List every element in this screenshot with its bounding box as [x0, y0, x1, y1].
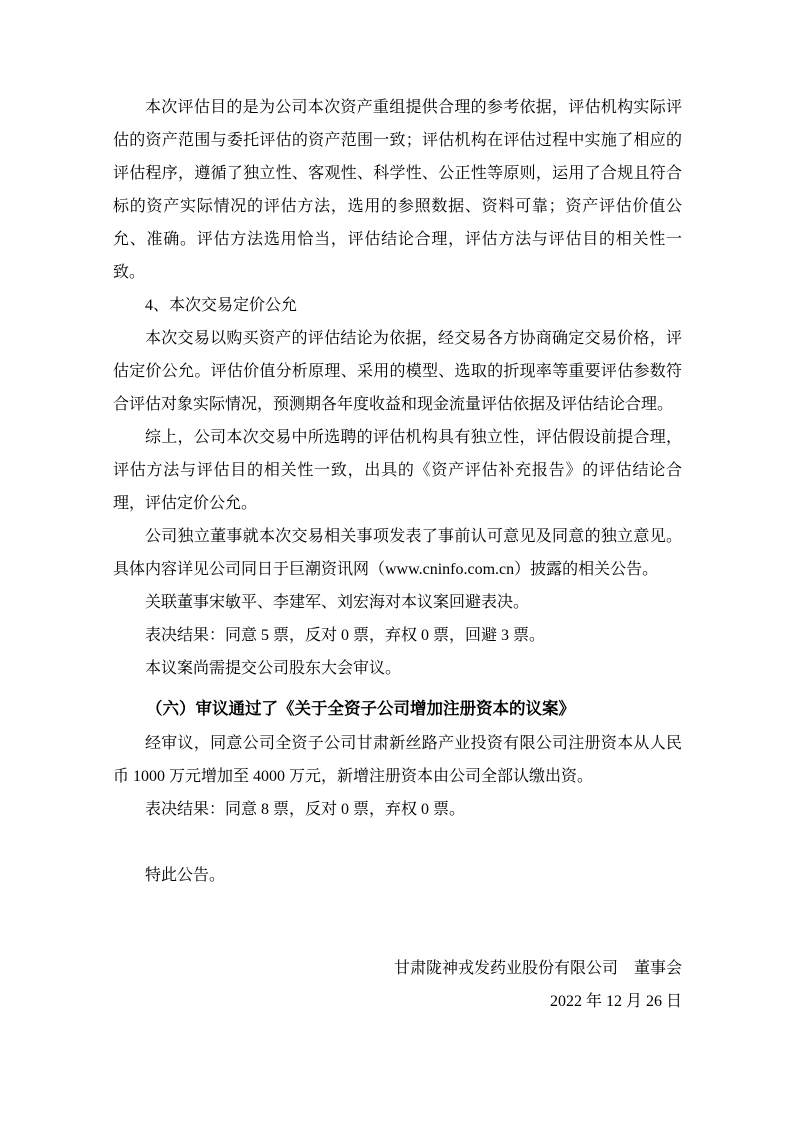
paragraph-related-directors-abstain: 关联董事宋敏平、李建军、刘宏海对本议案回避表决。	[145, 594, 530, 611]
paragraph-independent-directors-opinion: 公司独立董事就本次交易相关事项发表了事前认可意见及同意的独立意见。具体内容详见公司同日于巨潮资讯网（www.cninfo.com.cn）披露的相关公告。	[113, 528, 682, 578]
paragraph-announcement-closing: 特此公告。	[145, 867, 226, 884]
paragraph-summary-conclusion: 综上，公司本次交易中所选聘的评估机构具有独立性，评估假设前提合理，评估方法与评估目的相关性一致，出具的《资产评估补充报告》的评估结论合理，评估定价公允。	[113, 429, 682, 512]
paragraph-evaluation-purpose: 本次评估目的是为公司本次资产重组提供合理的参考依据，评估机构实际评估的资产范围与委托评估的资产范围一致；评估机构在评估过程中实施了相应的评估程序，遵循了独立性、客观性、科学性、公正性等原则，运用了合规且符合标的资产实际情况的评估方法，选用的参照数据、资料可靠；资产评估价值公允、准确。评估方法选用恰当，评估结论合理，评估方法与评估目的相关性一致。	[113, 99, 682, 281]
section-heading-six-capital-increase: （六）审议通过了《关于全资子公司增加注册资本的议案》	[146, 699, 575, 718]
paragraph-vote-result-item5: 表决结果：同意 5 票，反对 0 票，弃权 0 票，回避 3 票。	[145, 627, 546, 644]
paragraph-vote-result-item6: 表决结果：同意 8 票，反对 0 票，弃权 0 票。	[145, 801, 466, 818]
paragraph-transaction-pricing-basis: 本次交易以购买资产的评估结论为依据，经交易各方协商确定交易价格，评估定价公允。评估价值分析原理、采用的模型、选取的折现率等重要评估参数符合评估对象实际情况，预测期各年度收益和现金流量评估依据及评估结论合理。	[113, 330, 682, 413]
subheading-transaction-pricing-fair: 4、本次交易定价公允	[145, 297, 298, 314]
signature-date: 2022 年 12 月 26 日	[549, 993, 682, 1010]
signature-company-board: 甘肃陇神戎发药业股份有限公司 董事会	[393, 960, 682, 977]
paragraph-subsidiary-capital-increase: 经审议，同意公司全资子公司甘肃新丝路产业投资有限公司注册资本从人民币 1000 万元增加至 4000 万元，新增注册资本由公司全部认缴出资。	[113, 735, 682, 785]
paragraph-shareholders-meeting-review: 本议案尚需提交公司股东大会审议。	[145, 660, 402, 677]
